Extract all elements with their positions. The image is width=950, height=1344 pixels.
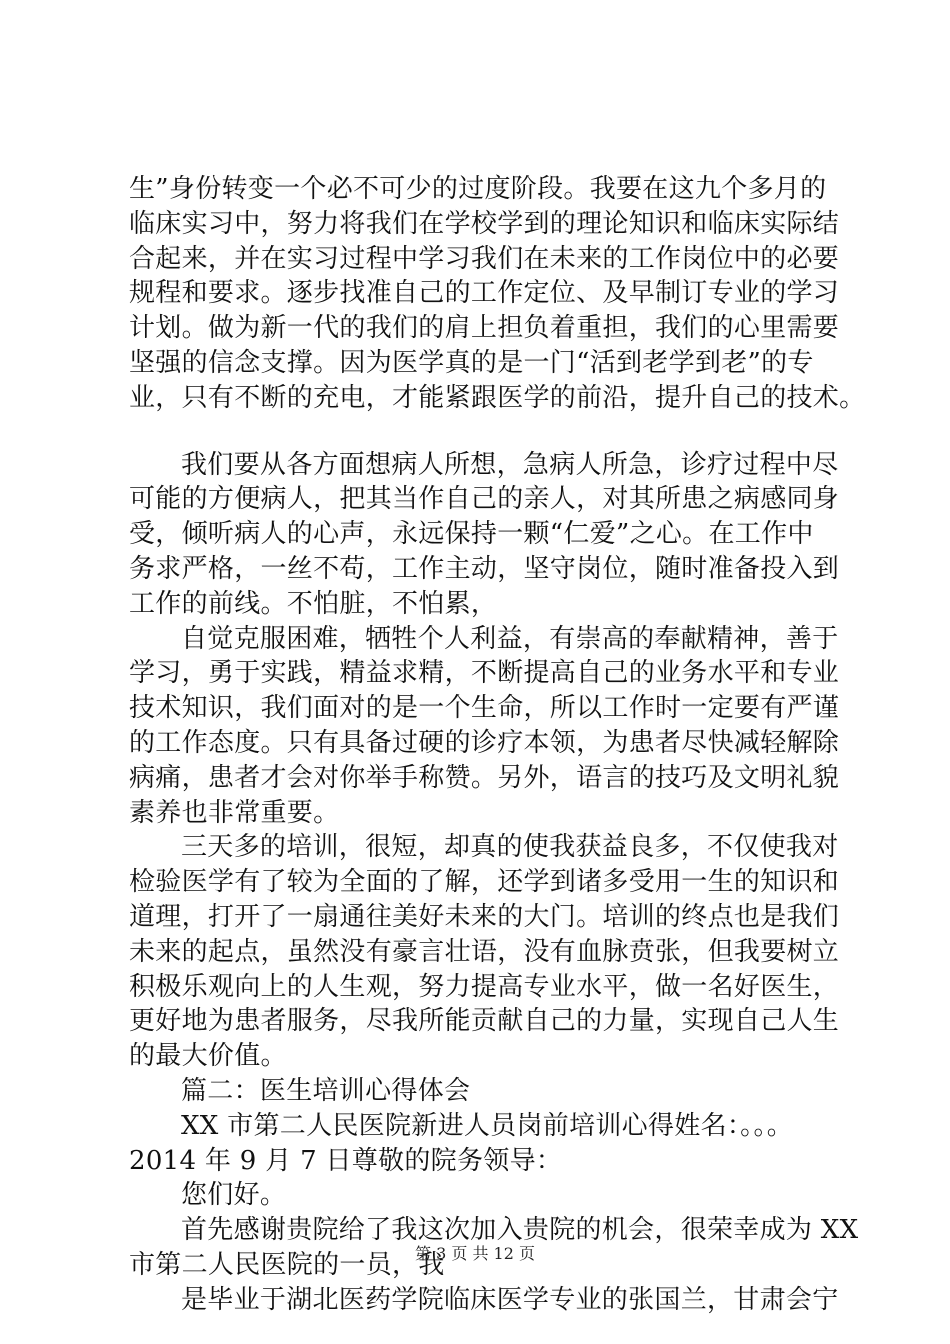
document-body: [129, 172, 866, 1318]
text-line: 规程和要求。逐步找准自己的工作定位、及早制订专业的学习: [129, 278, 840, 309]
text-line: 生”身份转变一个必不可少的过度阶段。我要在这九个多月的: [129, 174, 827, 204]
text-line: 积极乐观向上的人生观，努力提高专业水平，做一名好医生，: [129, 971, 840, 1002]
text-line: 您们好。: [181, 1180, 287, 1211]
text-line: 市第二人民医院的一员，我: [129, 1249, 445, 1280]
text-line: 务求严格，一丝不苟，工作主动，坚守岗位，随时准备投入到: [129, 553, 840, 584]
text-line: 的最大价值。: [129, 1041, 287, 1072]
text-line: 未来的起点，虽然没有豪言壮语，没有血脉贲张，但我要树立: [129, 936, 840, 967]
page-number: 第 3 页 共 12 页: [415, 1244, 535, 1263]
text-line: 坚强的信念支撑。因为医学真的是一门“活到老学到老”的专: [129, 347, 814, 378]
text-line: 工作的前线。不怕脏，不怕累，: [129, 588, 498, 619]
text-line: 计划。做为新一代的我们的肩上担负着重担，我们的心里需要: [129, 313, 840, 344]
text-line: 可能的方便病人，把其当作自己的亲人，对其所患之病感同身: [129, 484, 840, 515]
text-line: 检验医学有了较为全面的了解，还学到诸多受用一生的知识和: [129, 867, 840, 898]
text-line: 的工作态度。只有具备过硬的诊疗本领，为患者尽快减轻解除: [129, 727, 840, 758]
text-line: 是毕业于湖北医药学院临床医学专业的张国兰，甘肃会宁: [181, 1284, 839, 1315]
section-heading: 篇二：医生培训心得体会: [181, 1075, 471, 1106]
text-line: 合起来，并在实习过程中学习我们在未来的工作岗位中的必要: [129, 243, 840, 274]
text-line: XX 市第二人民医院新进人员岗前培训心得姓名：。。。: [181, 1110, 794, 1141]
text-line: 素养也非常重要。: [129, 797, 340, 828]
text-line: 道理，打开了一扇通往美好未来的大门。培训的终点也是我们: [129, 901, 840, 932]
text-line: 2014 年 9 月 7 日尊敬的院务领导：: [129, 1145, 563, 1176]
paragraph-gap: [129, 416, 835, 448]
text-line: 业，只有不断的充电，才能紧跟医学的前沿，提升自己的技术。: [129, 382, 866, 413]
text-line: 技术知识，我们面对的是一个生命，所以工作时一定要有严谨: [129, 693, 840, 724]
text-line: 自觉克服困难，牺牲个人利益，有崇高的奉献精神，善于: [181, 623, 839, 654]
text-line: 更好地为患者服务，尽我所能贡献自己的力量，实现自己人生: [129, 1006, 840, 1037]
text-line: 学习，勇于实践，精益求精，不断提高自己的业务水平和专业: [129, 658, 840, 689]
text-line: 三天多的培训，很短，却真的使我获益良多，不仅使我对: [181, 832, 839, 863]
text-line: 首先感谢贵院给了我这次加入贵院的机会，很荣幸成为 XX: [181, 1215, 859, 1246]
text-line: 病痛，患者才会对你举手称赞。另外，语言的技巧及文明礼貌: [129, 762, 840, 793]
text-line: 受，倾听病人的心声，永远保持一颗“仁爱”之心。在工作中: [129, 519, 814, 550]
page-footer: [0, 1244, 950, 1264]
text-line: 临床实习中，努力将我们在学校学到的理论知识和临床实际结: [129, 208, 840, 239]
text-line: 我们要从各方面想病人所想，急病人所急，诊疗过程中尽: [181, 449, 839, 480]
